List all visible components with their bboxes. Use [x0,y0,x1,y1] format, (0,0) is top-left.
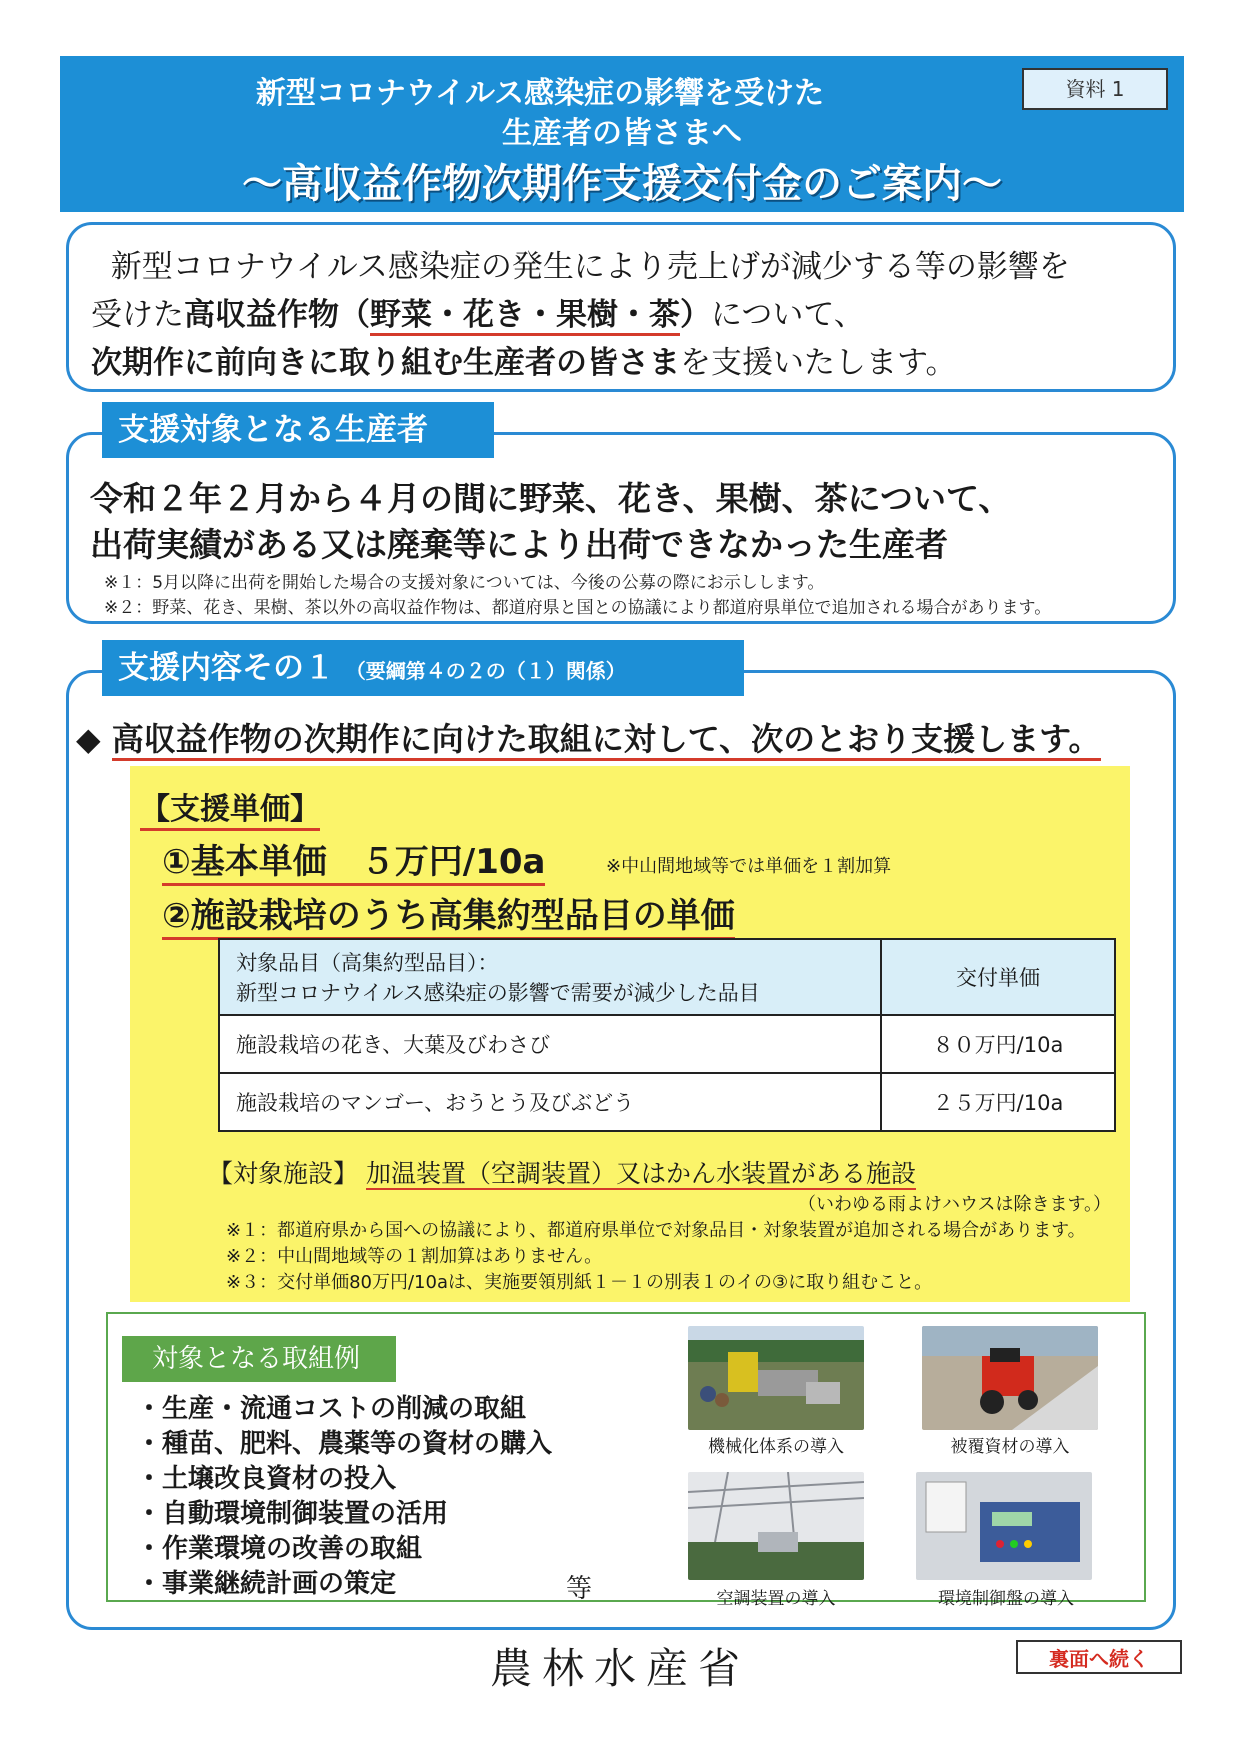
examples-list [136,1392,552,1602]
basic-unit-note: ※中山間地域等では単価を１割加算 [606,856,892,877]
intro-line-2 [91,291,1153,339]
section-1-note-1: ※１：5月以降に出荷を開始した場合の支援対象については、今後の公募の際にお示しします。 [104,573,825,593]
air-conditioning-caption: 空調装置の導入 [716,1589,836,1609]
control-panel-photo [916,1472,1092,1580]
intro-text-2e: について、 [711,297,865,333]
section-2-title-sub: （要綱第４の２の（１）関係） [345,659,626,683]
support-unit-heading: 【支援単価】 [140,784,320,831]
ministry-name: 農林水産省 [489,1644,750,1693]
list-item: ・土壌改良資材の投入 [136,1464,397,1494]
examples-title: 対象となる取組例 [122,1336,396,1382]
target-facility-sub: （いわゆる雨よけハウスは除きます。） [798,1194,1112,1215]
air-conditioning-photo [688,1472,864,1580]
list-item: ・自動環境制御装置の活用 [136,1499,449,1529]
table-header-row [219,939,1115,1015]
section-2-title [102,640,744,696]
intro-line-3 [91,339,1153,387]
header-line-2: 生産者の皆さまへ [502,116,742,151]
list-item: ・種苗、肥料、農薬等の資材の購入 [136,1429,553,1459]
table-cell-price: ２５万円/10a [881,1073,1115,1131]
unit-price-table [218,938,1116,1132]
facility-unit-heading: ②施設栽培のうち高集約型品目の単価 [162,888,735,940]
table-cell-item: 施設栽培のマンゴー、おうとう及びぶどう [219,1073,881,1131]
intro-text-2b: 高収益作物（ [184,297,370,333]
table-header-price: 交付単価 [881,939,1115,1015]
list-item: ・事業継続計画の策定 [136,1569,397,1599]
table-header-item-1: 対象品目（高集約型品目）： [236,951,499,975]
section-1-title: 支援対象となる生産者 [102,402,494,458]
table-header-item-2: 新型コロナウイルス感染症の影響で需要が減少した品目 [236,981,760,1005]
intro-line-1 [91,243,1153,291]
target-facility-value: 加温装置（空調装置）又はかん水装置がある施設 [366,1159,917,1188]
list-item: ・生産・流通コストの削減の取組 [136,1394,527,1424]
support-note-1: ※１：都道府県から国への協議により、都道府県単位で対象品目・対象装置が追加される場合があります。 [226,1220,1086,1241]
section-1-main-line-1: 令和２年２月から４月の間に野菜、花き、果樹、茶について、 [90,479,1012,518]
header-banner [60,56,1184,212]
support-note-2: ※２：中山間地域等の１割加算はありません。 [226,1246,603,1267]
intro-text-3b: を支援いたします。 [680,345,957,381]
diamond-bullet-icon: ◆ [76,720,101,758]
intro-text-1: 新型コロナウイルス感染症の発生により売上げが減少する等の影響を [110,249,1070,285]
table-cell-price: ８０万円/10a [881,1015,1115,1073]
mechanization-photo [688,1326,864,1430]
intro-text-3a: 次期作に前向きに取り組む生産者の皆さま [91,345,680,381]
intro-text-2a: 受けた [91,297,184,333]
section-1-main [90,476,1150,568]
target-facility [208,1154,916,1190]
table-cell-item: 施設栽培の花き、大葉及びわさび [219,1015,881,1073]
section-2-lead-text: 高収益作物の次期作に向けた取組に対して、次のとおり支援します。 [112,720,1101,761]
intro-text-2d: ） [680,297,711,333]
examples-etc: 等 [566,1574,593,1604]
intro-box [66,222,1176,392]
target-facility-label: 【対象施設】 [208,1159,359,1188]
table-row [219,1015,1115,1073]
table-row [219,1073,1115,1131]
section-2-lead [76,714,1101,760]
support-note-3: ※３：交付単価80万円/10aは、実施要領別紙１－１の別表１のイの③に取り組むこと。 [226,1272,933,1293]
section-1-note-2: ※２：野菜、花き、果樹、茶以外の高収益作物は、都道府県と国との協議により都道府県単位で追加される場合があります。 [104,598,1052,618]
table-header-item [219,939,881,1015]
control-panel-caption: 環境制御盤の導入 [938,1589,1074,1609]
header-line-1: 新型コロナウイルス感染症の影響を受けた [255,76,825,111]
document-label: 資料 1 [1022,68,1168,110]
list-item: ・作業環境の改善の取組 [136,1534,423,1564]
covering-material-photo [922,1326,1098,1430]
intro-crops: 野菜・花き・果樹・茶 [370,297,680,336]
page-title: ～高収益作物次期作支援交付金のご案内～ [242,161,1002,207]
covering-material-caption: 被覆資材の導入 [950,1437,1070,1457]
section-2-title-main: 支援内容その１ [118,650,335,686]
mechanization-caption: 機械化体系の導入 [708,1437,844,1457]
continue-overleaf-label: 裏面へ続く [1016,1640,1182,1674]
basic-unit-price: ①基本単価 ５万円/10a [162,834,545,886]
section-1-main-line-2: 出荷実績がある又は廃棄等により出荷できなかった生産者 [90,525,948,564]
